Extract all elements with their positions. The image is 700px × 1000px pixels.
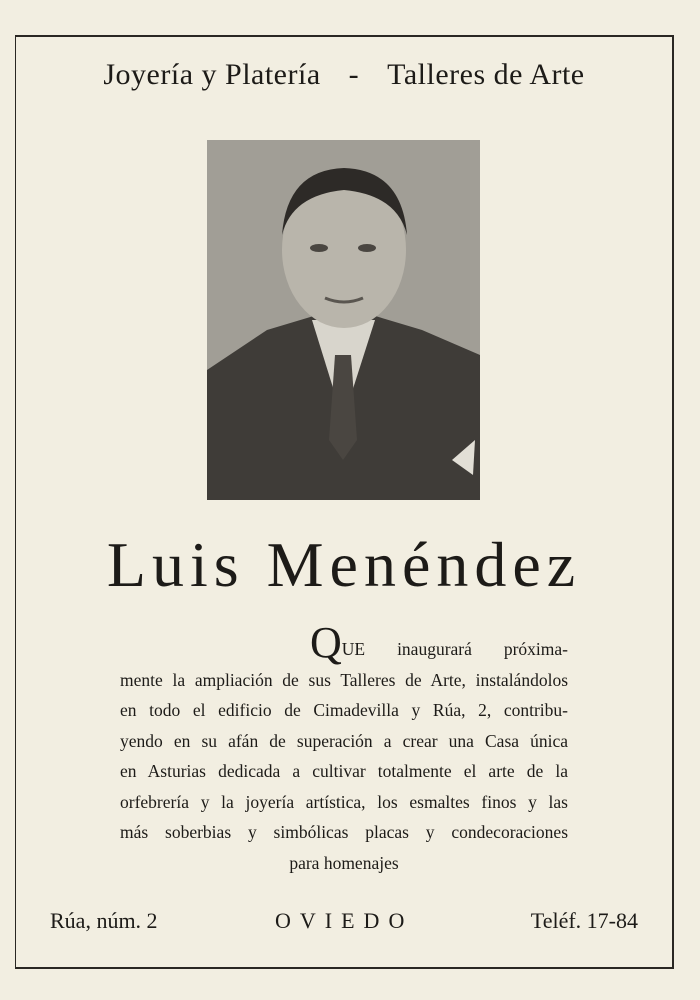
body-line: yendo en su afán de superación a crear una Casa única <box>120 730 568 751</box>
ad-body-text <box>120 618 568 878</box>
city: OVIEDO <box>275 908 414 933</box>
ad-heading <box>15 58 673 92</box>
body-line: orfebrería y la joyería artística, los esmaltes finos y las <box>120 791 568 812</box>
heading-right: Talleres de Arte <box>387 58 585 91</box>
body-line: en todo el edificio de Cimadevilla y Rúa, 2, contribu- <box>120 700 568 720</box>
heading-separator: - <box>348 58 360 91</box>
phone: Teléf. 17-84 <box>530 908 638 933</box>
person-name: Luis Menéndez <box>106 529 582 600</box>
body-line-text: UE inaugurará próxima- <box>341 639 568 659</box>
address: Rúa, núm. 2 <box>50 908 158 933</box>
body-line <box>120 618 568 667</box>
body-line: para homenajes <box>289 852 399 873</box>
body-line: más soberbias y simbólicas placas y condecoraciones <box>120 822 568 842</box>
drop-cap: Q <box>310 618 342 667</box>
heading-left: Joyería y Platería <box>103 58 321 91</box>
body-line: mente la ampliación de sus Talleres de Arte, instalándolos <box>120 669 568 690</box>
portrait-photo <box>207 140 480 500</box>
body-line: en Asturias dedicada a cultivar totalmente el arte de la <box>120 761 568 781</box>
ad-footer <box>50 908 638 934</box>
